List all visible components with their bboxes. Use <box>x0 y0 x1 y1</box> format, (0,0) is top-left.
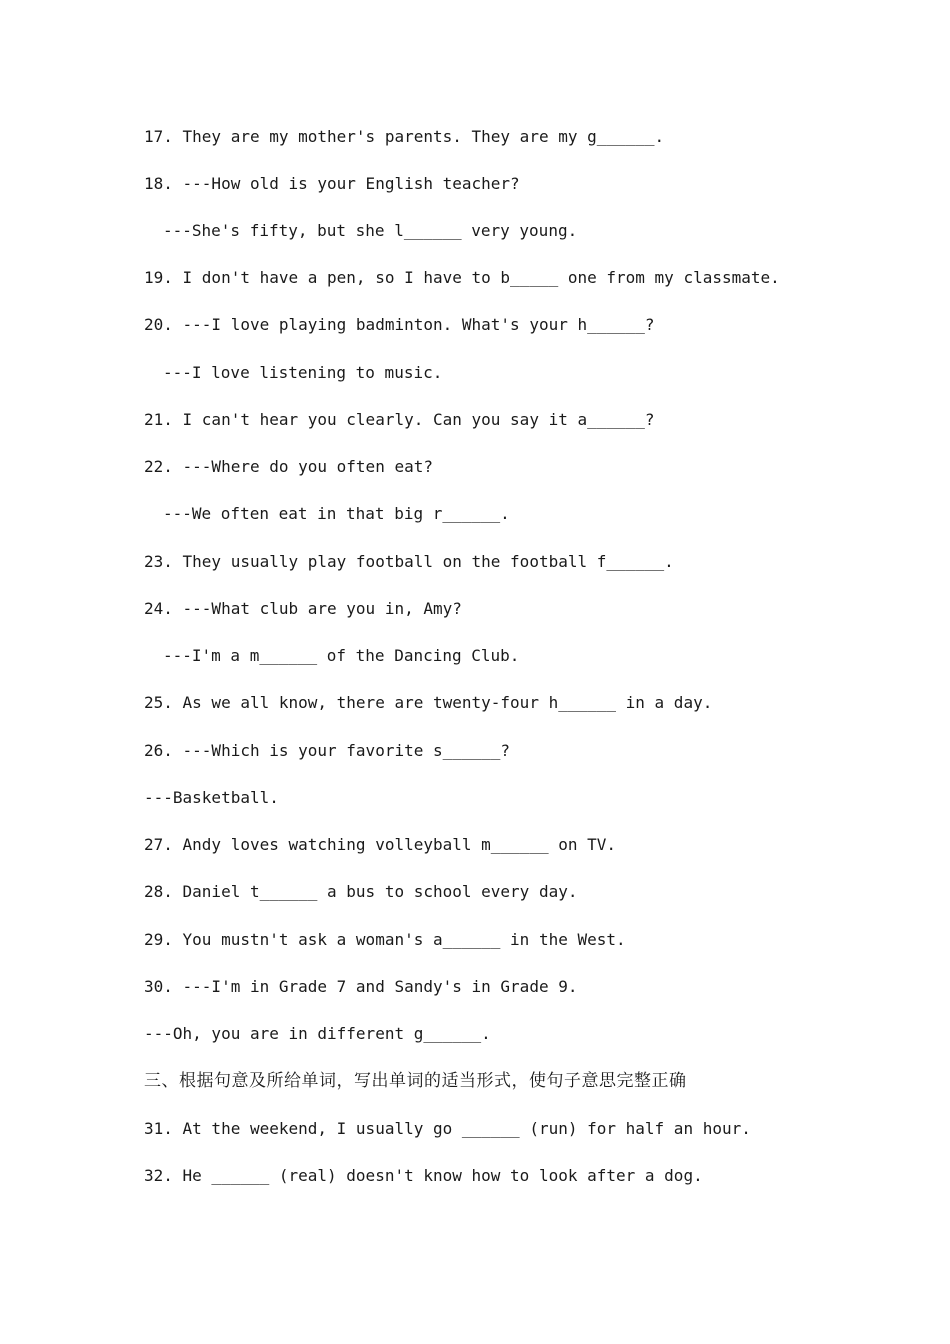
question-24: 24. ---What club are you in, Amy? <box>144 599 462 618</box>
question-20-answer: ---I love listening to music. <box>163 363 443 382</box>
question-22-answer: ---We often eat in that big r______. <box>163 504 510 523</box>
question-30: 30. ---I'm in Grade 7 and Sandy's in Grade 9. <box>144 977 578 996</box>
question-31: 31. At the weekend, I usually go ______ (run) for half an hour. <box>144 1119 751 1138</box>
question-21: 21. I can't hear you clearly. Can you say it a______? <box>144 410 655 429</box>
question-29: 29. You mustn't ask a woman's a______ in the West. <box>144 930 626 949</box>
question-20: 20. ---I love playing badminton. What's your h______? <box>144 315 655 334</box>
question-22: 22. ---Where do you often eat? <box>144 457 433 476</box>
question-28: 28. Daniel t______ a bus to school every day. <box>144 882 578 901</box>
question-19: 19. I don't have a pen, so I have to b_____ one from my classmate. <box>144 268 780 287</box>
question-26: 26. ---Which is your favorite s______? <box>144 741 511 760</box>
question-27: 27. Andy loves watching volleyball m______ on TV. <box>144 835 617 854</box>
question-17: 17. They are my mother's parents. They are my g______. <box>144 127 665 146</box>
question-32: 32. He ______ (real) doesn't know how to look after a dog. <box>144 1166 703 1185</box>
question-30-answer: ---Oh, you are in different g______. <box>144 1024 491 1043</box>
question-18-answer: ---She's fifty, but she l______ very young. <box>163 221 578 240</box>
question-25: 25. As we all know, there are twenty-four h______ in a day. <box>144 693 713 712</box>
question-26-answer: ---Basketball. <box>144 788 279 807</box>
question-18: 18. ---How old is your English teacher? <box>144 174 520 193</box>
section-heading-3: 三、根据句意及所给单词，写出单词的适当形式，使句子意思完整正确 <box>144 1071 687 1091</box>
question-23: 23. They usually play football on the football f______. <box>144 552 674 571</box>
question-24-answer: ---I'm a m______ of the Dancing Club. <box>163 646 520 665</box>
